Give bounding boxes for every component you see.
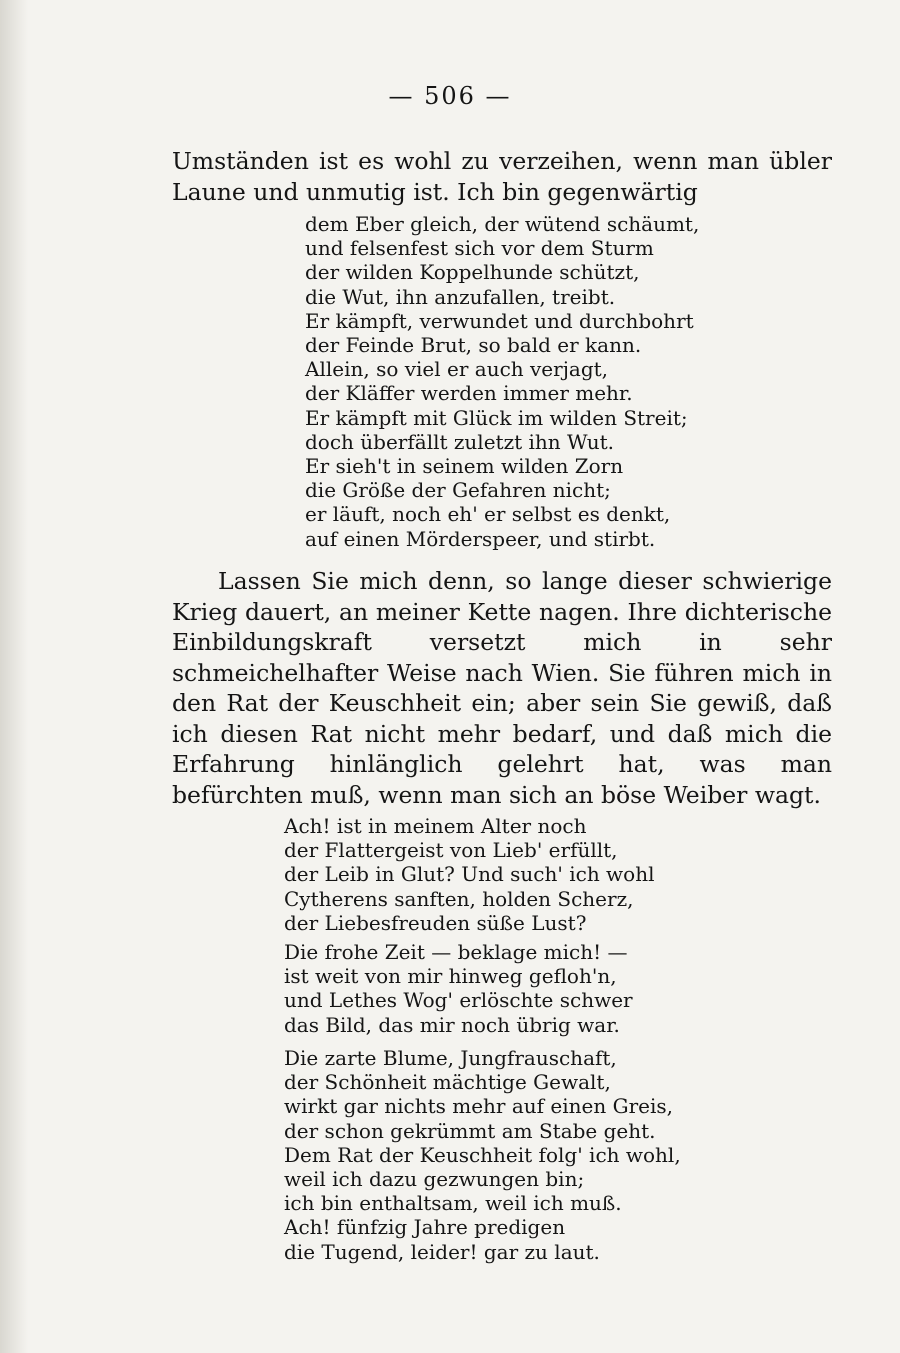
verse-line: er läuft, noch eh' er selbst es denkt, xyxy=(305,502,671,527)
verse-line: Er kämpft mit Glück im wilden Streit; xyxy=(305,405,688,430)
verse-line: die Tugend, leider! gar zu laut. xyxy=(284,1239,600,1264)
verse-line: Allein, so viel er auch verjagt, xyxy=(305,357,609,382)
verse-line: die Größe der Gefahren nicht; xyxy=(305,478,611,503)
verse-line: der Leib in Glut? Und such' ich wohl xyxy=(284,862,655,887)
verse-line: Dem Rat der Keuschheit folg' ich wohl, xyxy=(284,1142,681,1167)
verse-line: der Flattergeist von Lieb' erfüllt, xyxy=(284,838,618,863)
intro-paragraph xyxy=(172,146,832,207)
page-number: — 506 — xyxy=(388,82,512,110)
main-text: Lassen Sie mich denn, so lange dieser schwierige Krieg dauert, an meiner Kette nagen. Ihre dichterische Einbildungskraft versetzt mich in sehr schmeichelhafter Weise nach Wien. Sie führen mich in den Rat der Keuschheit ein; aber sein Sie gewiß, daß ich diesen Rat nicht mehr bedarf, und daß mich die Erfahrung hinlänglich gelehrt hat, was man befürchten muß, wenn man sich an böse Weiber wagt. xyxy=(172,567,832,809)
verse-line: der Feinde Brut, so bald er kann. xyxy=(305,333,642,358)
verse-line: ist weit von mir hinweg gefloh'n, xyxy=(284,964,617,989)
verse-line: Cytherens sanften, holden Scherz, xyxy=(284,886,634,911)
verse-line: Er kämpft, verwundet und durchbohrt xyxy=(305,308,694,333)
poem-second-stanza-2 xyxy=(284,940,633,1037)
verse-line: Die frohe Zeit — beklage mich! — xyxy=(284,940,628,964)
verse-line: Ach! fünfzig Jahre predigen xyxy=(284,1215,566,1240)
verse-line: der Schönheit mächtige Gewalt, xyxy=(284,1070,611,1095)
verse-line: dem Eber gleich, der wütend schäumt, xyxy=(305,212,700,236)
verse-line: ich bin enthaltsam, weil ich muß. xyxy=(284,1191,622,1216)
verse-line: der Kläffer werden immer mehr. xyxy=(305,381,633,406)
intro-text: Umständen ist es wohl zu verzeihen, wenn man übler Laune und unmutig ist. Ich bin gegenwärtig xyxy=(172,147,832,206)
main-paragraph xyxy=(172,566,832,810)
verse-line: der schon gekrümmt am Stabe geht. xyxy=(284,1118,656,1143)
verse-line: und felsenfest sich vor dem Sturm xyxy=(305,236,654,261)
verse-line: weil ich dazu gezwungen bin; xyxy=(284,1167,585,1192)
verse-line: der Liebesfreuden süße Lust? xyxy=(284,910,587,935)
page-gutter-shadow xyxy=(0,0,28,1353)
poem-second-stanza-3 xyxy=(284,1046,681,1264)
verse-line: auf einen Mörderspeer, und stirbt. xyxy=(305,526,656,551)
verse-line: Ach! ist in meinem Alter noch xyxy=(284,814,587,838)
verse-line: der wilden Koppelhunde schützt, xyxy=(305,260,640,285)
verse-line: das Bild, das mir noch übrig war. xyxy=(284,1012,620,1037)
poem-second-stanza-1 xyxy=(284,814,655,935)
verse-line: und Lethes Wog' erlöschte schwer xyxy=(284,988,633,1013)
verse-line: Die zarte Blume, Jungfrauschaft, xyxy=(284,1046,617,1070)
verse-line: die Wut, ihn anzufallen, treibt. xyxy=(305,284,616,309)
verse-line: Er sieh't in seinem wilden Zorn xyxy=(305,454,624,479)
verse-line: doch überfällt zuletzt ihn Wut. xyxy=(305,429,615,454)
poem-first xyxy=(305,212,699,551)
verse-line: wirkt gar nichts mehr auf einen Greis, xyxy=(284,1094,673,1119)
